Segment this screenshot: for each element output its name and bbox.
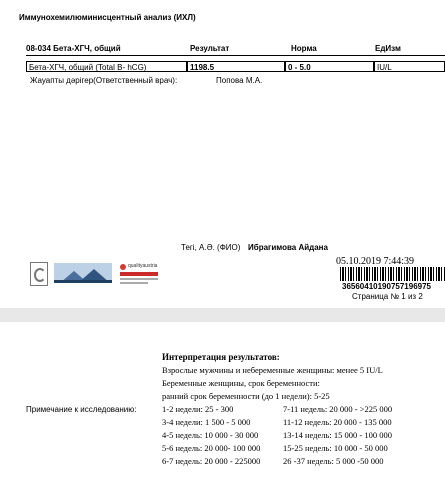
interp-left-5: 6-7 недель: 20 000 - 225000 [162, 456, 261, 466]
header-norm: Норма [291, 44, 317, 53]
result-row [26, 61, 445, 73]
interp-right-5: 26 -37 недель: 5 000 -50 000 [283, 456, 384, 466]
mountain-logo [54, 263, 112, 283]
report-page-2 [0, 322, 445, 500]
interp-right-4: 15-25 недель: 10 000 - 50 000 [283, 443, 388, 453]
header-result: Результат [190, 44, 230, 53]
interp-right-2: 11-12 недель: 20 000 - 135 000 [283, 417, 392, 427]
header-divider [26, 55, 445, 56]
result-unit: IU/L [374, 61, 445, 72]
page-gap [0, 308, 445, 322]
interp-left-4: 5-6 недель: 20 000- 100 000 [162, 443, 261, 453]
interp-left-3: 4-5 недель: 10 000 - 30 000 [162, 430, 259, 440]
result-value: 1198.5 [187, 61, 285, 72]
interp-right-3: 13-14 недель: 15 000 - 100 000 [283, 430, 392, 440]
note-label: Примечание к исследованию: [26, 405, 137, 414]
page-number: Страница № 1 из 2 [352, 292, 423, 301]
interp-line-2: Беременные женщины, срок беременности: [162, 378, 320, 388]
kz-certification-logo [30, 262, 48, 286]
result-test-name: Бета-ХГЧ, общий (Total B- hCG) [26, 61, 187, 72]
doctor-name: Попова М.А. [216, 76, 263, 85]
barcode [340, 267, 445, 281]
interp-line-3: ранний срок беременности (до 1 недели): 5-25 [162, 391, 330, 401]
section-title: Иммунохемилюминисцентный анализ (ИХЛ) [19, 13, 196, 22]
interp-line-1: Взрослые мужчины и небеременные женщины: менее 5 IU/L [162, 365, 383, 375]
interp-right-1: 7-11 недель: 20 000 - >225 000 [283, 404, 393, 414]
interp-left-1: 1-2 недели: 25 - 300 [162, 404, 234, 414]
quality-austria-logo [120, 264, 158, 284]
header-test: 08-034 Бета-ХГЧ, общий [26, 44, 121, 53]
interp-title: Интерпретация результатов: [162, 352, 280, 362]
quality-austria-text: qualityaustria [128, 263, 158, 269]
timestamp: 05.10.2019 7:44:39 [336, 256, 415, 267]
barcode-number: 36560410190757196975 [342, 282, 431, 291]
signer-name: Ибрагимова Айдана [248, 243, 328, 252]
signer-label: Тегі, А.Ә. (ФИО) [181, 243, 241, 252]
header-unit: ЕдИзм [375, 44, 401, 53]
doctor-label: Жауапты дәрігер(Ответственный врач): [30, 76, 178, 85]
interp-left-2: 3-4 недели: 1 500 - 5 000 [162, 417, 251, 427]
result-norm: 0 - 5.0 [285, 61, 374, 72]
